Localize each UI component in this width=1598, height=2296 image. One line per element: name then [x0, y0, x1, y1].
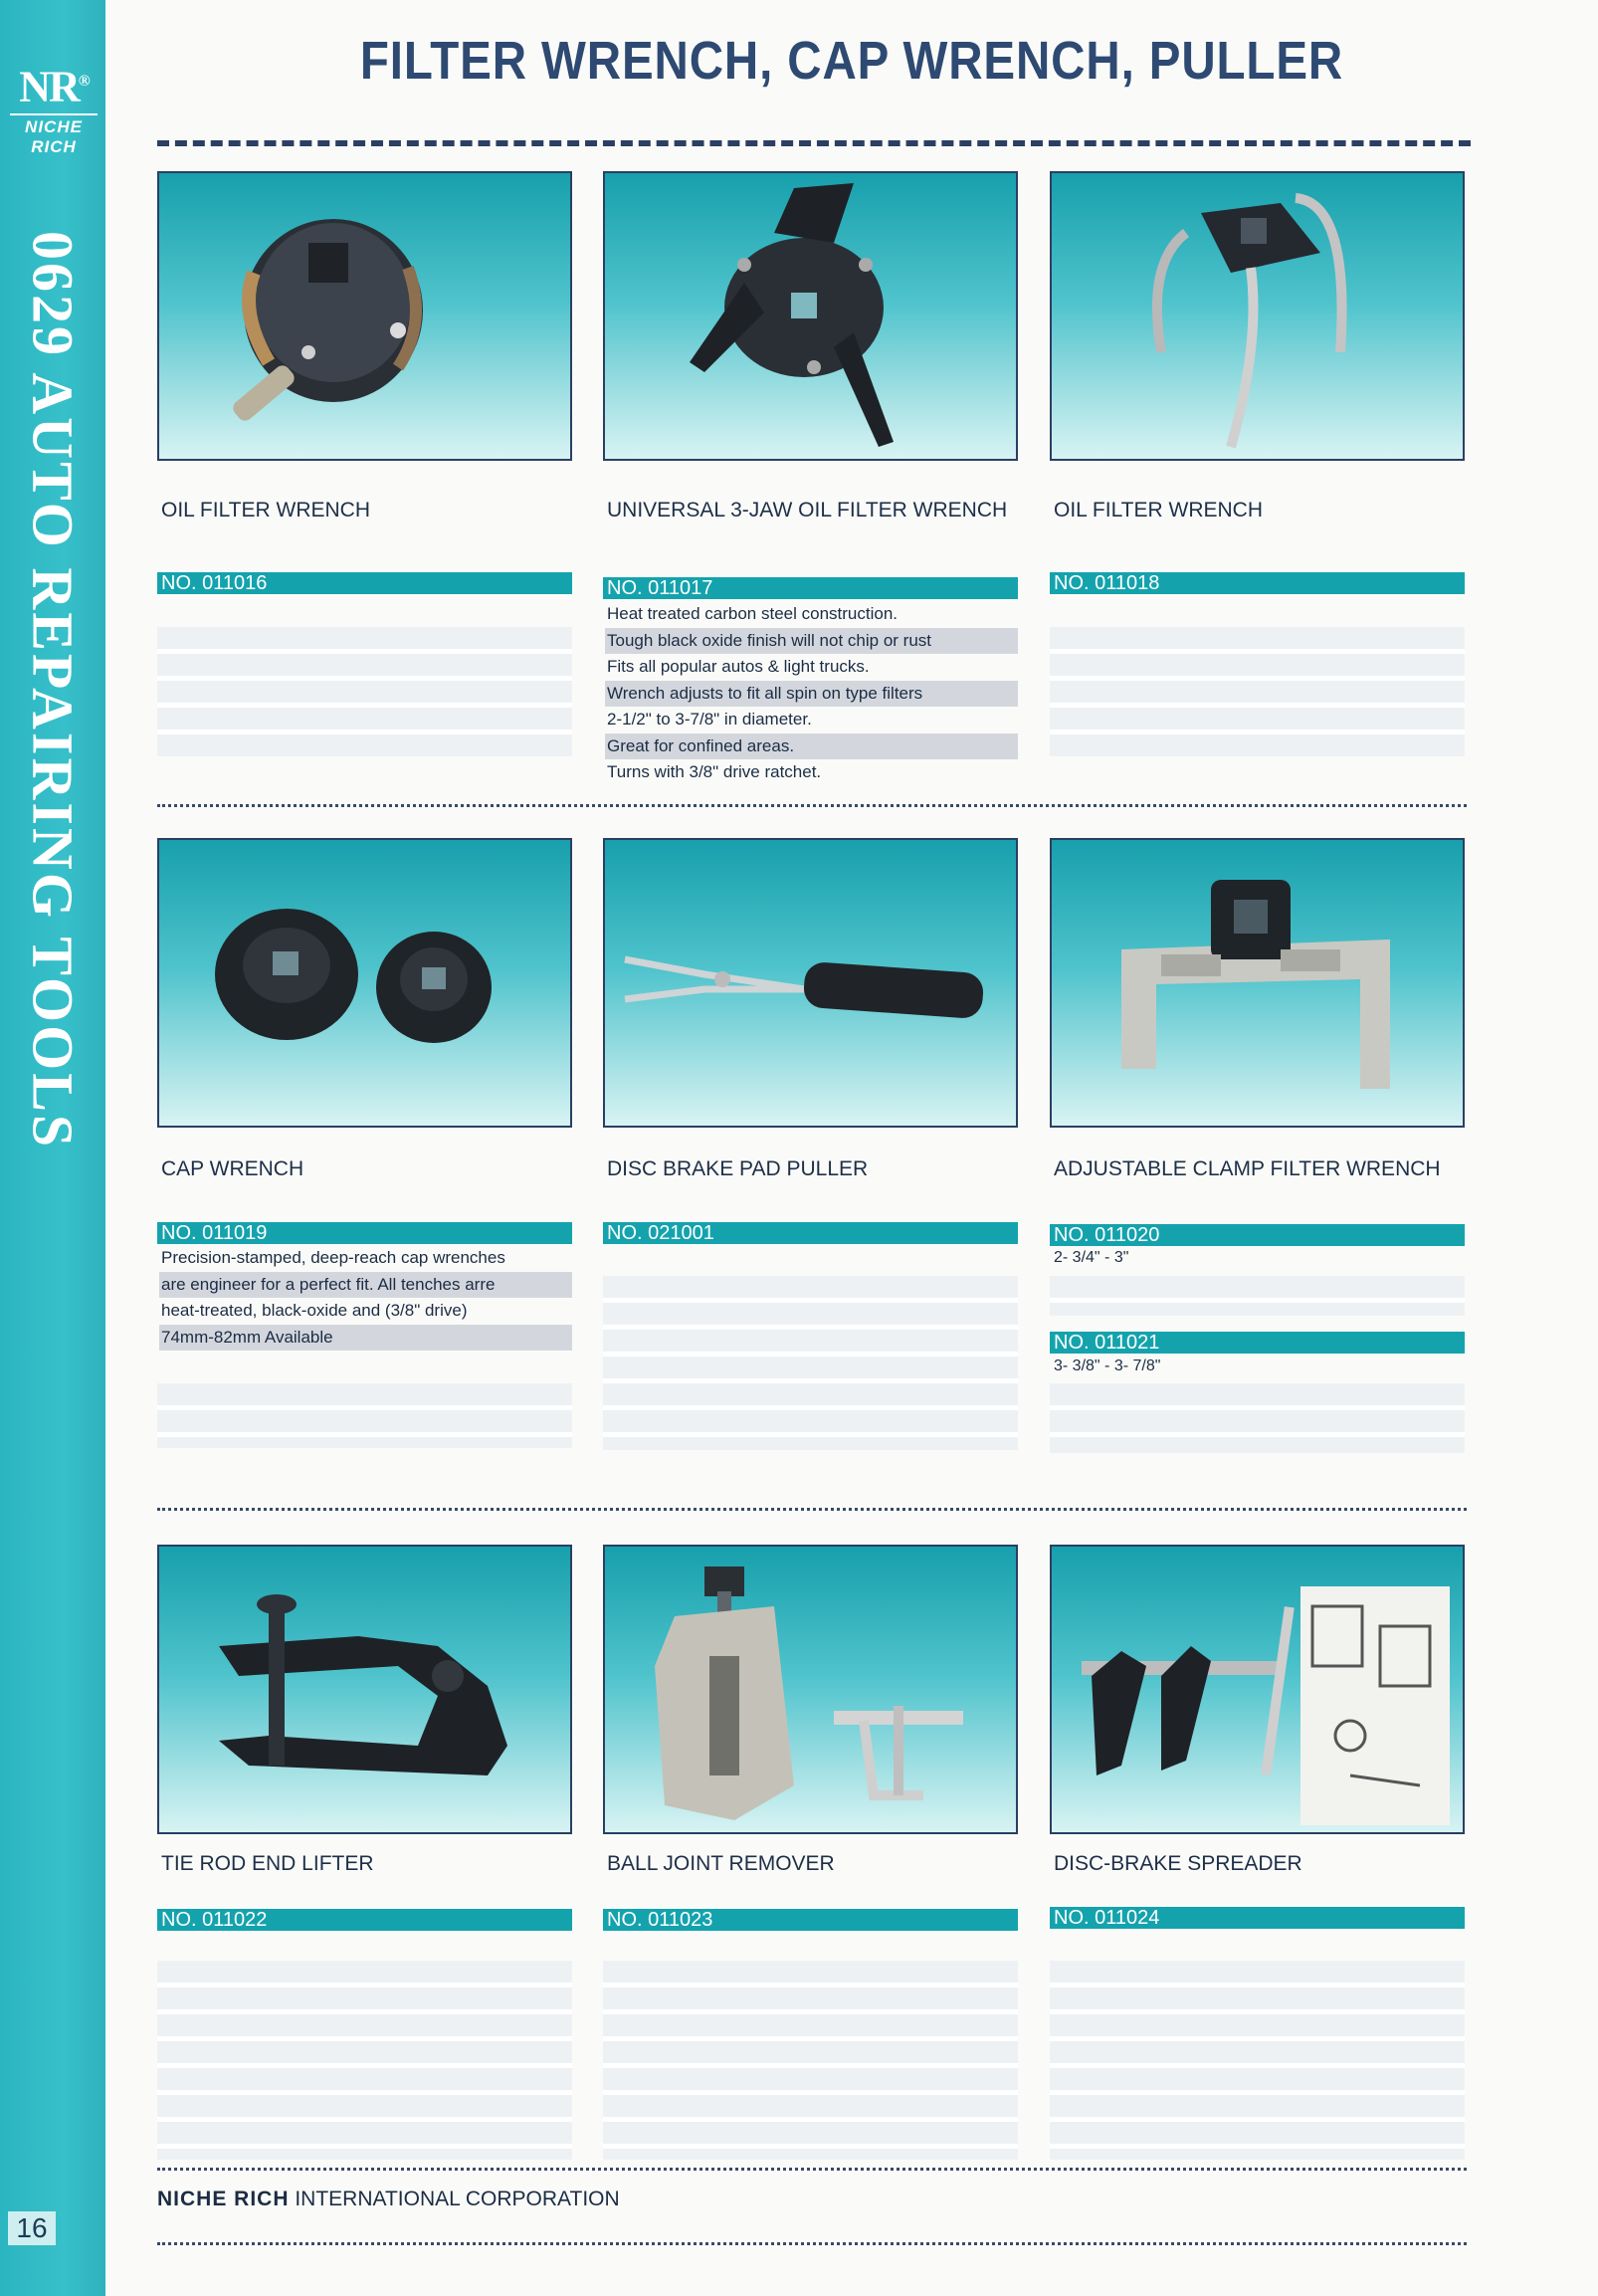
disc-brake-pad-puller-image [605, 840, 1016, 1126]
company-footer [157, 2188, 620, 2211]
product-photo [603, 838, 1018, 1128]
description-line: 2-1/2" to 3-7/8" in diameter. [607, 710, 812, 729]
product-name: OIL FILTER WRENCH [1054, 499, 1264, 522]
description-line: Precision-stamped, deep-reach cap wrenches [161, 1248, 505, 1267]
size-range: 2- 3/4" - 3" [1054, 1249, 1129, 1266]
header-dashed-rule [157, 140, 1471, 146]
product-number: NO. 011019 [157, 1222, 572, 1244]
product-photo [603, 171, 1018, 461]
description-lines [1050, 1961, 1465, 2160]
description-lines [157, 627, 572, 756]
description-lines [157, 1383, 572, 1448]
product-number: NO. 011022 [157, 1909, 572, 1931]
product-photo [1050, 1545, 1465, 1834]
description-line: 74mm-82mm Available [159, 1325, 572, 1352]
product-number: NO. 011020 [1050, 1224, 1465, 1246]
product-number: NO. 011024 [1050, 1907, 1465, 1929]
description-lines [1050, 627, 1465, 756]
footer-brand: NICHE RICH [157, 2188, 290, 2210]
three-jaw-wrench-image [605, 173, 1016, 459]
product-card-011017 [603, 171, 1018, 788]
product-description [605, 601, 1018, 786]
product-photo [157, 1545, 572, 1834]
description-line: Turns with 3/8" drive ratchet. [607, 762, 822, 781]
description-line: are engineer for a perfect fit. All tenches arre [159, 1272, 572, 1299]
description-line: Fits all popular autos & light trucks. [607, 657, 870, 676]
ball-joint-remover-image [605, 1547, 1016, 1832]
product-name: BALL JOINT REMOVER [607, 1852, 835, 1875]
product-card-011018 [1050, 171, 1465, 788]
disc-brake-spreader-image [1052, 1547, 1463, 1832]
product-photo [1050, 171, 1465, 461]
product-number: NO. 021001 [603, 1222, 1018, 1244]
description-line: Great for confined areas. [605, 733, 1018, 760]
oil-filter-wrench-image [1052, 173, 1463, 459]
product-card-011016 [157, 171, 572, 788]
page-title: FILTER WRENCH, CAP WRENCH, PULLER [359, 31, 1344, 91]
product-card-021001 [603, 838, 1018, 1475]
brand-logo [6, 58, 101, 157]
footer-divider [157, 2242, 1467, 2245]
description-line: heat-treated, black-oxide and (3/8" drive) [161, 1301, 468, 1320]
product-number: NO. 011016 [157, 572, 572, 594]
cap-wrench-image [159, 840, 570, 1126]
description-lines [603, 1961, 1018, 2160]
product-photo [157, 171, 572, 461]
logo-name: NICHE RICH [25, 116, 83, 156]
side-band [0, 0, 105, 2296]
product-card-011019 [157, 838, 572, 1475]
description-lines [157, 1961, 572, 2160]
registered-mark: ® [78, 73, 89, 90]
product-card-011024 [1050, 1545, 1465, 2142]
description-line: Heat treated carbon steel construction. [607, 604, 898, 623]
product-name: CAP WRENCH [161, 1157, 304, 1180]
product-card-011022 [157, 1545, 572, 2142]
description-line: Wrench adjusts to fit all spin on type filters [605, 681, 1018, 708]
description-lines [1050, 1276, 1465, 1316]
product-photo [157, 838, 572, 1128]
product-number: NO. 011018 [1050, 572, 1465, 594]
description-lines [1050, 1383, 1465, 1453]
product-number: NO. 011023 [603, 1909, 1018, 1931]
size-range: 3- 3/8" - 3- 7/8" [1054, 1357, 1161, 1374]
footer-divider [157, 2168, 1467, 2171]
product-name: UNIVERSAL 3-JAW OIL FILTER WRENCH [607, 499, 1008, 522]
product-name: ADJUSTABLE CLAMP FILTER WRENCH [1054, 1157, 1441, 1180]
product-photo [1050, 838, 1465, 1128]
description-lines [603, 1276, 1018, 1450]
adjustable-clamp-wrench-image [1052, 840, 1463, 1126]
product-number: NO. 011017 [603, 577, 1018, 599]
footer-company: INTERNATIONAL CORPORATION [289, 2188, 620, 2210]
product-name: TIE ROD END LIFTER [161, 1852, 374, 1875]
page-number: 16 [8, 2211, 56, 2245]
product-description [159, 1245, 572, 1351]
vertical-section-title: 0629 AUTO REPAIRING TOOLS [20, 231, 86, 1150]
tie-rod-end-lifter-image [159, 1547, 570, 1832]
product-photo [603, 1545, 1018, 1834]
product-card-011023 [603, 1545, 1018, 2142]
product-card-011020 [1050, 838, 1465, 1475]
product-name: OIL FILTER WRENCH [161, 499, 371, 522]
product-name: DISC-BRAKE SPREADER [1054, 1852, 1302, 1875]
logo-mark: NR [19, 62, 79, 111]
row-divider [157, 804, 1467, 807]
product-number: NO. 011021 [1050, 1332, 1465, 1354]
row-divider [157, 1508, 1467, 1511]
oil-filter-wrench-image [159, 173, 570, 459]
description-line: Tough black oxide finish will not chip or rust [605, 628, 1018, 655]
product-name: DISC BRAKE PAD PULLER [607, 1157, 869, 1180]
